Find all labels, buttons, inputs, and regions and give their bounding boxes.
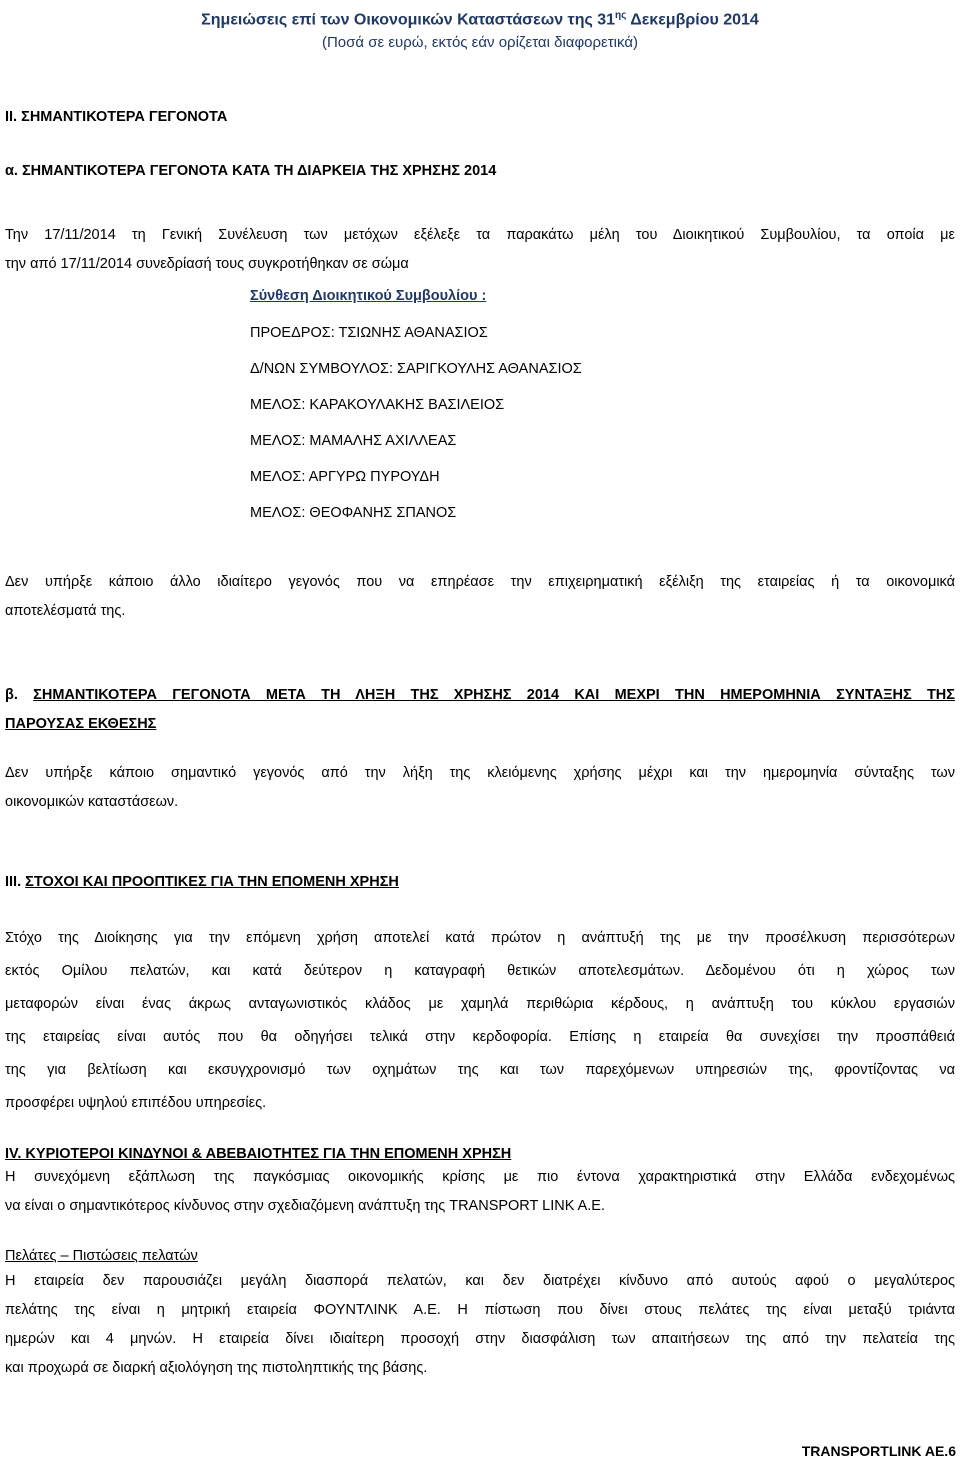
clients-heading: Πελάτες – Πιστώσεις πελατών — [5, 1248, 198, 1264]
board-member: ΜΕΛΟΣ: ΑΡΓΥΡΩ ΠΥΡΟΥΔΗ — [250, 469, 440, 485]
section-2-heading: ΙΙ. ΣΗΜΑΝΤΙΚΟΤΕΡΑ ΓΕΓΟΝΟΤΑ — [5, 109, 228, 125]
section-2a-note: Δεν υπήρξε κάποιο άλλο ιδιαίτερο γεγονός που να επηρέασε την επιχειρηματική εξέλιξη της εταιρείας ή τα οικονομικά αποτελέσματά της. — [5, 574, 955, 619]
board-member: ΜΕΛΟΣ: ΘΕΟΦΑΝΗΣ ΣΠΑΝΟΣ — [250, 505, 457, 521]
section-2b-text: Δεν υπήρξε κάποιο σημαντικό γεγονός από την λήξη της κλειόμενης χρήσης μέχρι και την ημερομηνία σύνταξης των οικονομικών καταστάσεων. — [5, 765, 955, 810]
document-subtitle: (Ποσά σε ευρώ, εκτός εάν ορίζεται διαφορετικά) — [321, 34, 638, 52]
section-2b-heading: β. ΣΗΜΑΝΤΙΚΟΤΕΡΑ ΓΕΓΟΝΟΤΑ ΜΕΤΑ ΤΗ ΛΗΞΗ ΤΗΣ ΧΡΗΣΗΣ 2014 ΚΑΙ ΜΕΧΡΙ ΤΗΝ ΗΜΕΡΟΜΗΝΙΑ ΣΥΝΤΑΞΗΣ ΤΗΣ ΠΑΡΟΥΣΑΣ ΕΚΘΕΣΗΣ — [5, 687, 955, 732]
section-3-heading: ΙΙΙ. ΣΤΟΧΟΙ ΚΑΙ ΠΡΟΟΠΤΙΚΕΣ ΓΙΑ ΤΗΝ ΕΠΟΜΕΝΗ ΧΡΗΣΗ — [5, 874, 399, 890]
document-title: Σημειώσεις επί των Οικονομικών Καταστάσεων της $31^{\eta\varsigma}$ Δεκεμβρίου 2014 — [201, 10, 759, 29]
section-2a-intro: Την 17/11/2014 τη Γενική Συνέλευση των μετόχων εξέλεξε τα παρακάτω μέλη του Διοικητικού Συμβουλίου, τα οποία με την από 17/11/2014 συνεδρίασή τους συγκροτήθηκαν σε σώμα — [5, 227, 955, 272]
board-member: ΜΕΛΟΣ: ΜΑΜΑΛΗΣ ΑΧΙΛΛΕΑΣ — [250, 433, 457, 449]
board-member: ΠΡΟΕΔΡΟΣ: ΤΣΙΩΝΗΣ ΑΘΑΝΑΣΙΟΣ — [250, 325, 488, 341]
page-header — [0, 3, 960, 53]
board-members-list — [250, 315, 582, 531]
board-member: ΜΕΛΟΣ: ΚΑΡΑΚΟΥΛΑΚΗΣ ΒΑΣΙΛΕΙΟΣ — [250, 397, 505, 413]
section-3-text: Στόχο της Διοίκησης για την επόμενη χρήση αποτελεί κατά πρώτον η ανάπτυξή της με την προσέλκυση περισσότερων εκτός Ομίλου πελατών, και κατά δεύτερον η καταγραφή θετικών αποτελεσμάτων. Δεδομένου ότι η χώρος των μεταφορών είναι ένας άκρως ανταγωνιστικός κλάδος με χαμηλά περιθώρια κέρδους, η ανάπτυξη του κύκλου εργασιών της εταιρείας είναι αυτός που θα οδηγήσει τελικά στην κερδοφορία. Επίσης η εταιρεία θα συνεχίσει την προσπάθειά της για βελτίωση και εκσυγχρονισμό των οχημάτων της και των παρεχόμενων υπηρεσιών της, φροντίζοντας να προσφέρει υψηλού επιπέδου υπηρεσίες. — [5, 930, 955, 1111]
page-footer: TRANSPORTLINK AE.6 — [801, 1443, 956, 1459]
clients-text: Η εταιρεία δεν παρουσιάζει μεγάλη διασπορά πελατών, και δεν διατρέχει κίνδυνο από αυτούς αφού ο μεγαλύτερος πελάτης της είναι η μητρική εταιρεία ΦΟΥΝΤΛΙΝΚ Α.Ε. Η πίστωση που δίνει στους πελάτες της είναι μεταξύ τριάντα ημερών και 4 μηνών. Η εταιρεία δίνει ιδιαίτερη προσοχή στην διασφάλιση των απαιτήσεων της από την πελατεία της και προχωρά σε διαρκή αξιολόγηση της πιστοληπτικής της βάσης. — [5, 1273, 955, 1376]
section-4-intro: Η συνεχόμενη εξάπλωση της παγκόσμιας οικονομικής κρίσης με πιο έντονα χαρακτηριστικά στην Ελλάδα ενδεχομένως να είναι ο σημαντικότερος κίνδυνος στην σχεδιαζόμενη ανάπτυξη της TRANSPORT LINK A.E. — [5, 1169, 955, 1214]
board-member: Δ/ΝΩΝ ΣΥΜΒΟΥΛΟΣ: ΣΑΡΙΓΚΟΥΛΗΣ ΑΘΑΝΑΣΙΟΣ — [250, 361, 582, 377]
section-2a-heading: α. ΣΗΜΑΝΤΙΚΟΤΕΡΑ ΓΕΓΟΝΟΤΑ ΚΑΤΑ ΤΗ ΔΙΑΡΚΕΙΑ ΤΗΣ ΧΡΗΣΗΣ 2014 — [5, 163, 497, 179]
section-4-heading: IV. ΚΥΡΙΟΤΕΡΟΙ ΚΙΝΔΥΝΟΙ & ΑΒΕΒΑΙΟΤΗΤΕΣ ΓΙΑ ΤΗΝ ΕΠΟΜΕΝΗ ΧΡΗΣΗ — [5, 1146, 512, 1162]
board-composition-title: Σύνθεση Διοικητικού Συμβουλίου : — [250, 288, 487, 304]
